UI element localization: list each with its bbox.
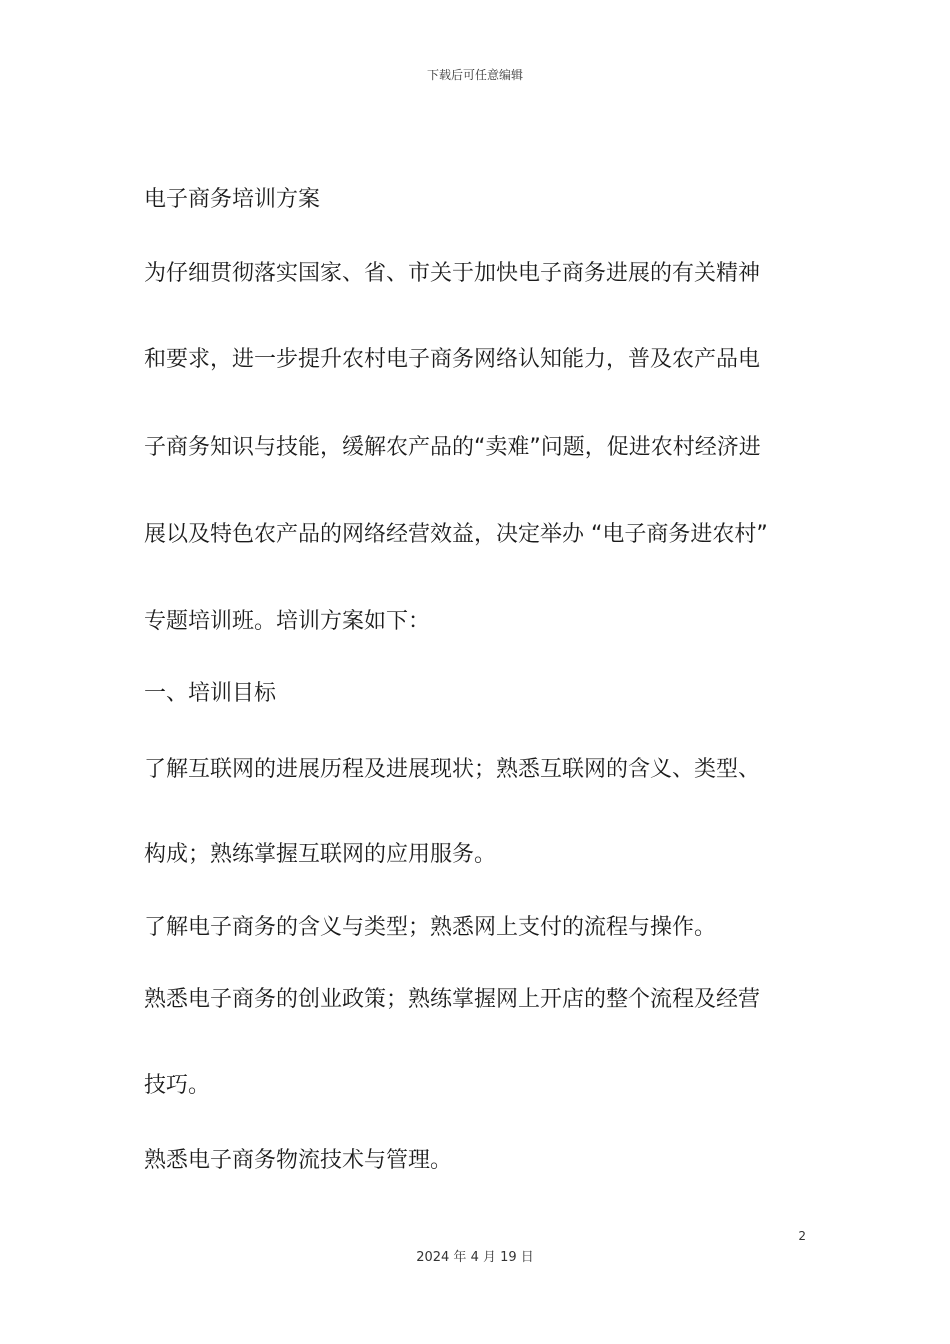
goal-1-line-1: 了解互联网的进展历程及进展现状；熟悉互联网的含义、类型、: [144, 757, 761, 782]
intro-line-5: 专题培训班。培训方案如下：: [144, 609, 431, 634]
goal-3-line-2: 技巧。: [144, 1073, 211, 1098]
goal-4: 熟悉电子商务物流技术与管理。: [144, 1148, 453, 1173]
intro-line-3: 子商务知识与技能，缓解农产品的“卖难”问题，促进农村经济进: [144, 435, 761, 460]
section-heading-goals: 一、培训目标: [144, 681, 277, 706]
intro-line-2: 和要求，进一步提升农村电子商务网络认知能力，普及农产品电: [144, 347, 761, 372]
goal-1-line-2: 构成；熟练掌握互联网的应用服务。: [144, 842, 497, 867]
goal-3-line-1: 熟悉电子商务的创业政策；熟练掌握网上开店的整个流程及经营: [144, 987, 761, 1012]
goal-2: 了解电子商务的含义与类型；熟悉网上支付的流程与操作。: [144, 915, 717, 940]
page-number: 2: [798, 1229, 806, 1243]
footer-date: 2024 年 4 月 19 日: [416, 1250, 534, 1265]
document-title: 电子商务培训方案: [144, 187, 321, 212]
intro-line-1: 为仔细贯彻落实国家、省、市关于加快电子商务进展的有关精神: [144, 261, 761, 286]
header-note: 下载后可任意编辑: [426, 68, 523, 82]
intro-line-4: 展以及特色农产品的网络经营效益，决定举办 “电子商务进农村”: [144, 522, 768, 547]
